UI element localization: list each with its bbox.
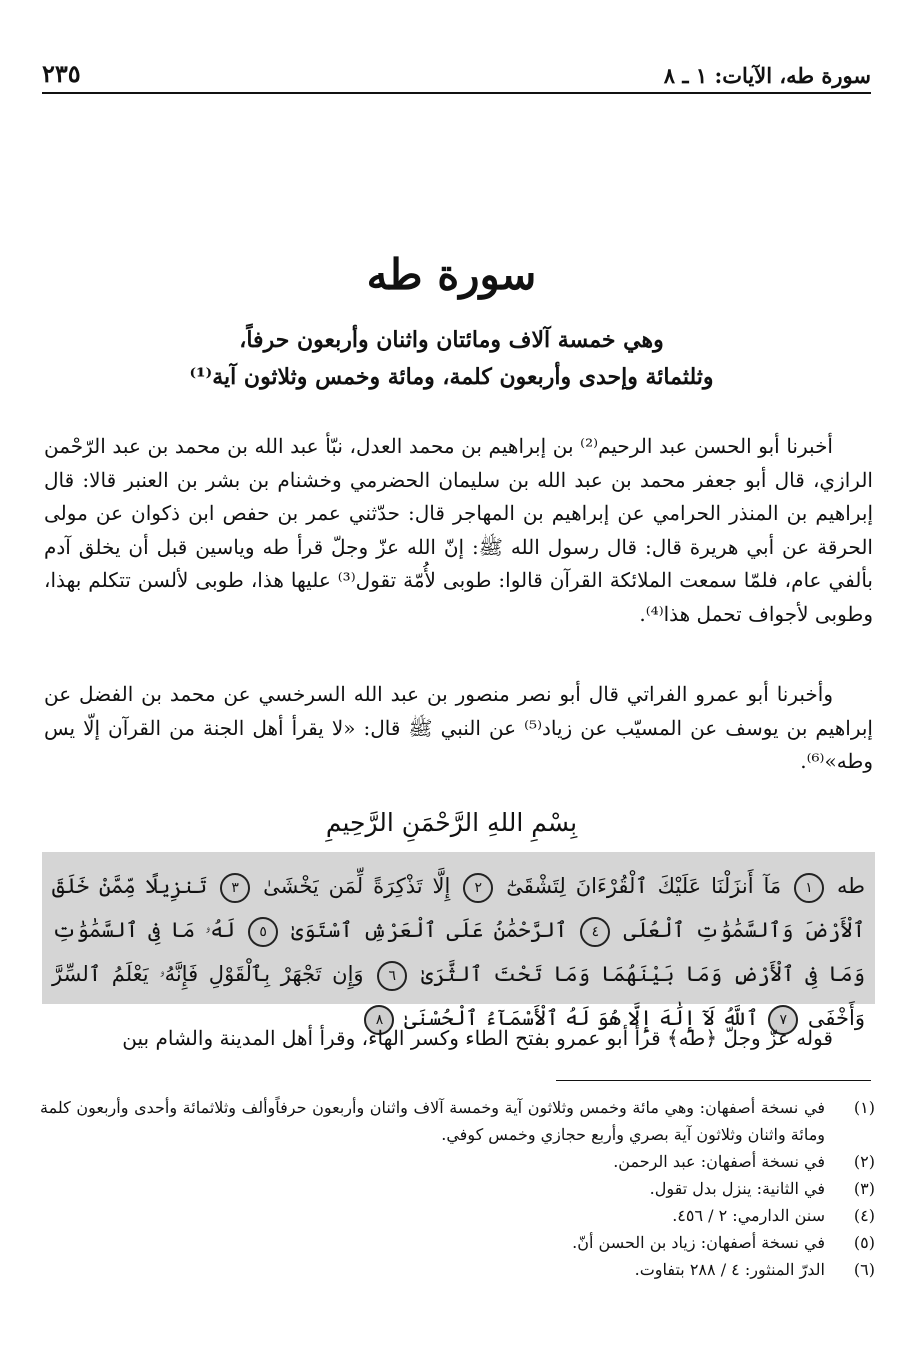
ayah-marker: ٧ bbox=[768, 1005, 798, 1035]
ayah-text: إِلَّا تَذْكِرَةً لِّمَن يَخْشَىٰ bbox=[263, 874, 451, 898]
footnote bbox=[40, 1256, 875, 1283]
footnote-number: (١) bbox=[853, 1098, 875, 1117]
footnote-number: (٢) bbox=[853, 1152, 875, 1171]
ayah-text: مَآ أَنزَلْنَا عَلَيْكَ ٱلْقُرْءَانَ لِتَشْقَىٰٓ bbox=[506, 874, 782, 898]
ayah-marker: ٤ bbox=[580, 917, 610, 947]
footnote-text: في نسخة أصفهان: وهي مائة وخمس وثلاثون آية وخمسة آلاف واثنان وأربعون حرفاًوألف وثلاثمائة وأحدى وأربعون كلمة ومائة واثنان وثلاثون آية بصري وأربع حجازي وخمس كوفي. bbox=[40, 1098, 825, 1144]
basmala: بِسْمِ اللهِ الرَّحْمَنِ الرَّحِيمِ bbox=[325, 808, 578, 837]
ayah-text: طه bbox=[837, 874, 865, 898]
paragraph-3 bbox=[44, 1022, 873, 1056]
subtitle-line-2: وثلثمائة وإحدى وأربعون كلمة، ومائة وخمس وثلاثون آية⁽¹⁾ bbox=[189, 364, 714, 390]
paragraph-2 bbox=[44, 678, 873, 779]
footnote-text: في نسخة أصفهان: عبد الرحمن. bbox=[613, 1152, 825, 1171]
footnote-number: (٥) bbox=[853, 1233, 875, 1252]
paragraph-1-text: أخبرنا أبو الحسن عبد الرحيم⁽²⁾ بن إبراهيم بن محمد العدل، نبّأ عبد الله بن محمد بن عبد الرّحْمن الرازي، قال أبو جعفر محمد بن عبد الله بن سليمان الحضرمي وخشنام بن بشر بن العنبر قالا: قال إبراهيم بن المنذر الحرامي عن إبراهيم بن المهاجر قال: حدّثني عمر بن حفص ابن ذكوان عن مولى الحرقة عن أبي هريرة قال: قال رسول الله ﷺ: إنّ الله عزّ وجلّ قرأ طه وياسين قبل أن يخلق آدم بألفي عام، فلمّا سمعت الملائكة القرآن قالوا: طوبى لأُمّة تقول⁽³⁾ عليها هذا، طوبى لألسن تتكلم بهذا، وطوبى لأجواف تحمل هذا⁽⁴⁾. bbox=[44, 434, 873, 626]
footnote-divider bbox=[556, 1080, 871, 1081]
footnote-number: (٦) bbox=[853, 1260, 875, 1279]
ayah-marker: ٦ bbox=[377, 961, 407, 991]
subtitle-line-1: وهي خمسة آلاف ومائتان واثنان وأربعون حرفاً، bbox=[239, 327, 664, 353]
paragraph-2-text: وأخبرنا أبو عمرو الفراتي قال أبو نصر منصور بن عبد الله السرخسي عن محمد بن الفضل عن إبراهيم بن يوسف عن المسيّب عن زياد⁽⁵⁾ عن النبي ﷺ قال: «لا يقرأ أهل الجنة من القرآن إلّا يس وطه»⁽⁶⁾. bbox=[44, 682, 873, 774]
footnote-text: سنن الدارمي: ٢ / ٤٥٦. bbox=[672, 1206, 825, 1225]
ayah-text: لَهُۥ مَا فِى ٱلسَّمَٰوَٰتِ وَمَا فِى ٱلْأَرْضِ وَمَا بَيْنَهُمَا وَمَا تَحْتَ ٱلثَّرَىٰ bbox=[52, 918, 865, 986]
footnote-text: الدرّ المنثور: ٤ / ٢٨٨ بتفاوت. bbox=[634, 1260, 825, 1279]
footnote bbox=[40, 1148, 875, 1175]
ayah-text: ٱلرَّحْمَٰنُ عَلَى ٱلْعَرْشِ ٱسْتَوَىٰ bbox=[291, 918, 568, 942]
footnote-number: (٤) bbox=[853, 1206, 875, 1225]
surah-subtitle bbox=[120, 322, 783, 396]
header-title: سورة طه، الآيات: ١ ـ ٨ bbox=[663, 63, 871, 88]
ayah-marker: ٣ bbox=[220, 873, 250, 903]
ayah-marker: ٥ bbox=[248, 917, 278, 947]
footnotes bbox=[40, 1094, 875, 1283]
ayah-marker: ١ bbox=[794, 873, 824, 903]
ayah-text: ٱللَّهُ لَآ إِلَٰهَ إِلَّا هُوَ لَهُ ٱلْأَسْمَآءُ ٱلْحُسْنَىٰ bbox=[404, 1006, 759, 1030]
footnote bbox=[40, 1175, 875, 1202]
ayah-marker: ٨ bbox=[364, 1005, 394, 1035]
running-header bbox=[42, 52, 871, 94]
footnote bbox=[40, 1094, 875, 1148]
footnote bbox=[40, 1229, 875, 1256]
footnote-text: في نسخة أصفهان: زياد بن الحسن أنّ. bbox=[572, 1233, 825, 1252]
surah-title: سورة طه bbox=[366, 250, 537, 299]
footnote-number: (٣) bbox=[853, 1179, 875, 1198]
paragraph-3-text: قوله عزّ وجلّ ﴿طه﴾ قرأ أبو عمرو بفتح الطاء وكسر الهاء، وقرأ أهل المدينة والشام بين bbox=[122, 1026, 833, 1050]
footnote-text: في الثانية: ينزل بدل تقول. bbox=[649, 1179, 825, 1198]
paragraph-1 bbox=[44, 430, 873, 632]
ayah-text: وَإِن تَجْهَرْ بِٱلْقَوْلِ فَإِنَّهُۥ يَعْلَمُ ٱلسِّرَّ وَأَخْفَى bbox=[52, 962, 865, 1030]
quran-verses-box bbox=[42, 852, 875, 1030]
ayah-marker: ٢ bbox=[463, 873, 493, 903]
footnote bbox=[40, 1202, 875, 1229]
ayah-text: تَنزِيلًا مِّمَّنْ خَلَقَ ٱلْأَرْضَ وَٱلسَّمَٰوَٰتِ ٱلْعُلَى bbox=[52, 874, 865, 942]
page-number: ٢٣٥ bbox=[42, 59, 81, 88]
